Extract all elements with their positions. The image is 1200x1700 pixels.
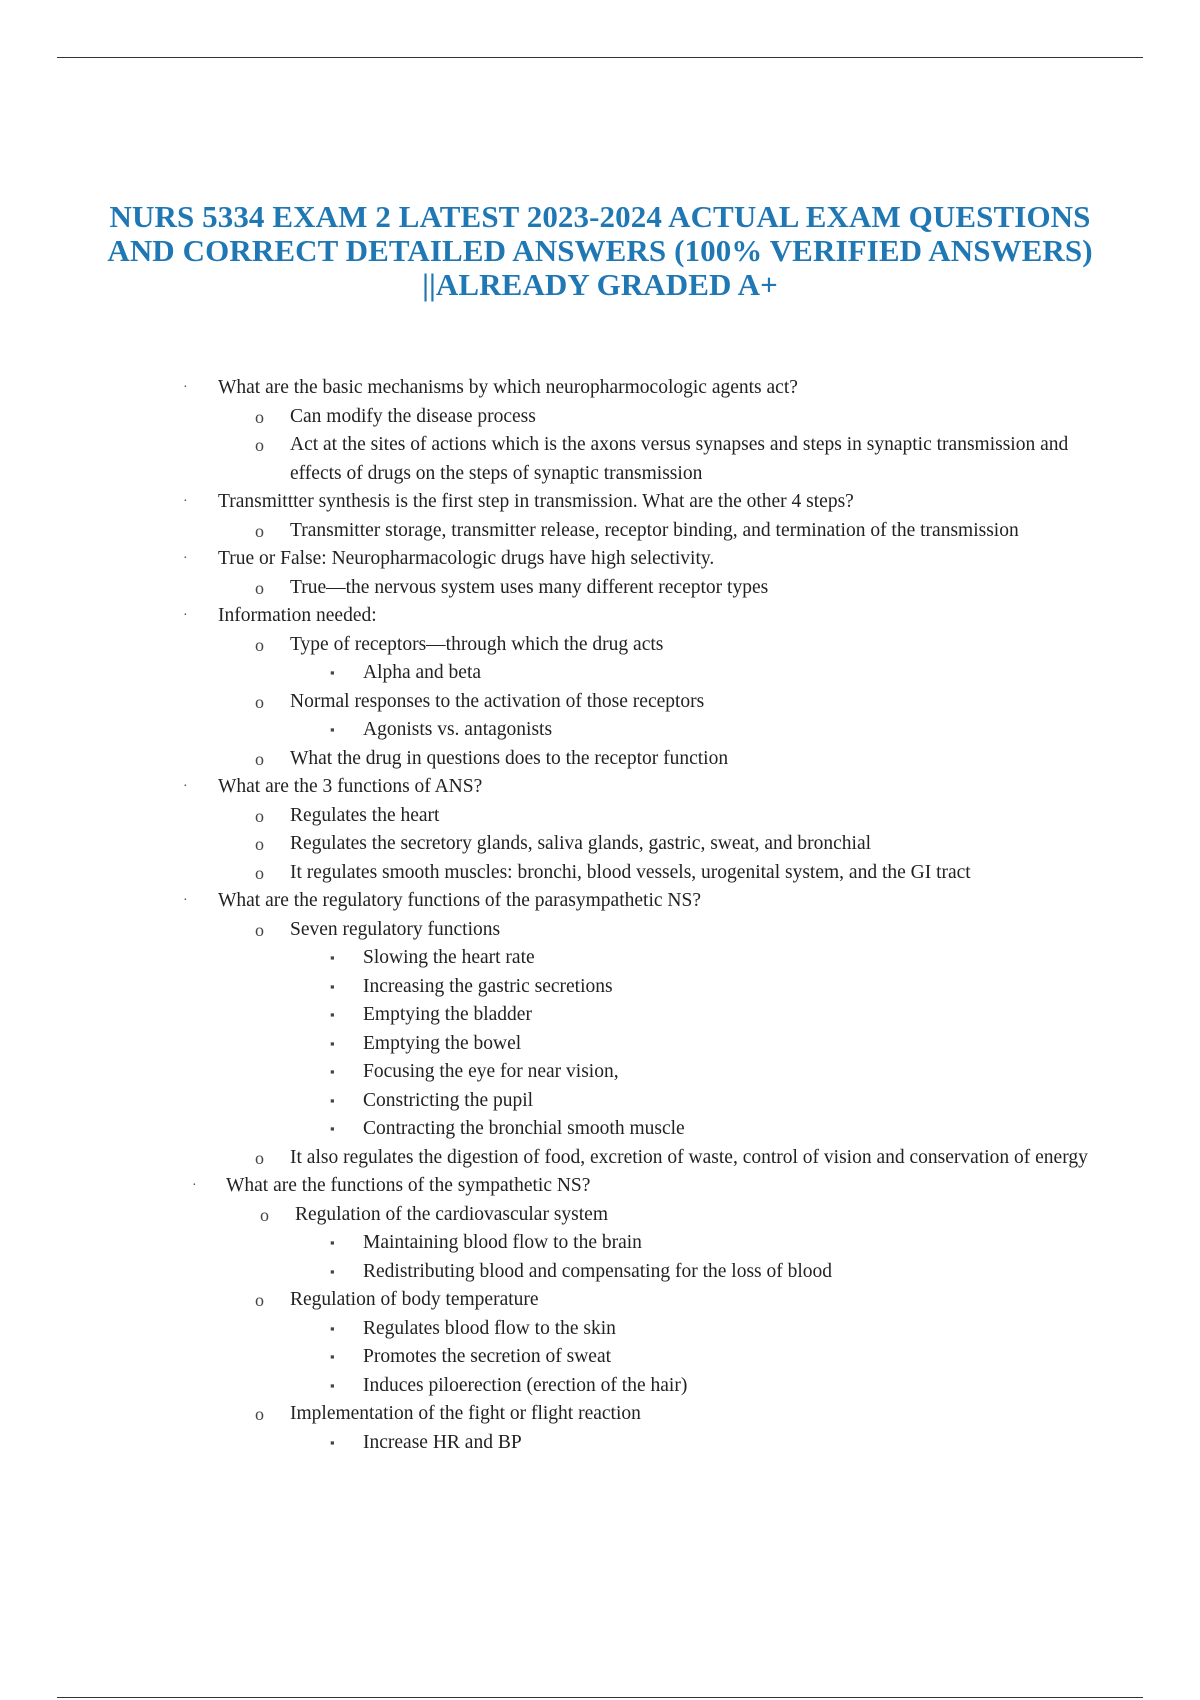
answer-item — [0, 1144, 1200, 1173]
item-text: What are the 3 functions of ANS? — [218, 776, 483, 797]
item-text: Contracting the bronchial smooth muscle — [363, 1118, 685, 1139]
answer-subitem — [0, 1087, 1200, 1116]
item-text: Regulates blood flow to the skin — [363, 1317, 616, 1339]
answer-subitem — [0, 944, 1200, 973]
item-text: Regulates the secretory glands, saliva glands, gastric, sweat, and bronchial — [290, 833, 872, 854]
item-text: Transmitter storage, transmitter release, receptor binding, and termination of the transmission — [290, 519, 1019, 541]
bullet-square-icon: ▪ — [330, 978, 335, 994]
bullet-dot-icon: · — [183, 893, 188, 908]
bullet-circle-icon: o — [255, 435, 264, 455]
question-item — [0, 1172, 1200, 1201]
answer-item — [0, 431, 1200, 488]
question-item — [0, 602, 1200, 631]
answer-subitem — [0, 659, 1200, 688]
bullet-square-icon: ▪ — [330, 1320, 335, 1336]
answer-item — [0, 859, 1200, 888]
item-text: Regulation of the cardiovascular system — [295, 1203, 608, 1225]
bullet-dot-icon: · — [183, 380, 188, 395]
item-text: Emptying the bowel — [363, 1032, 522, 1054]
answer-item — [0, 403, 1200, 432]
answer-subitem — [0, 1258, 1200, 1287]
bullet-square-icon: ▪ — [330, 1064, 335, 1079]
item-text: Type of receptors—through which the drug acts — [290, 633, 664, 655]
item-text: Constricting the pupil — [363, 1089, 534, 1111]
top-rule — [57, 57, 1143, 58]
item-text: Regulates the heart — [290, 804, 440, 826]
bullet-dot-icon: · — [183, 608, 188, 623]
bullet-square-icon: ▪ — [330, 1007, 335, 1022]
answer-subitem — [0, 1429, 1200, 1458]
item-text: Regulation of body temperature — [290, 1289, 539, 1310]
bullet-circle-icon: o — [255, 634, 264, 655]
item-text: It regulates smooth muscles: bronchi, blood vessels, urogenital system, and the GI tract — [290, 861, 971, 883]
bullet-square-icon: ▪ — [330, 1434, 335, 1450]
item-text: What are the basic mechanisms by which neuropharmocologic agents act? — [218, 377, 798, 398]
answer-subitem — [0, 1115, 1200, 1144]
bullet-circle-icon: o — [255, 406, 264, 427]
answer-item — [0, 802, 1200, 831]
item-text: Act at the sites of actions which is the axons versus synapses and steps in synaptic transmission and effects of drugs on the steps of synaptic transmission — [290, 434, 1069, 484]
bullet-square-icon: ▪ — [330, 722, 335, 737]
bullet-square-icon: ▪ — [330, 1121, 335, 1136]
item-text: It also regulates the digestion of food, excretion of waste, control of vision and conservation of energy — [290, 1146, 1088, 1168]
bullet-square-icon: ▪ — [330, 665, 335, 680]
item-text: True—the nervous system uses many different receptor types — [290, 576, 769, 598]
answer-item — [0, 574, 1200, 603]
item-text: Information needed: — [218, 605, 377, 626]
answer-item — [0, 1201, 1200, 1230]
item-text: True or False: Neuropharmacologic drugs have high selectivity. — [218, 548, 715, 569]
bullet-circle-icon: o — [255, 577, 264, 598]
answer-item — [0, 688, 1200, 717]
document-title: NURS 5334 EXAM 2 LATEST 2023-2024 ACTUAL EXAM QUESTIONS AND CORRECT DETAILED ANSWERS (100% VERIFIED ANSWERS) ||ALREADY GRADED A+ — [107, 199, 1093, 302]
item-text: Agonists vs. antagonists — [363, 719, 553, 740]
bullet-circle-icon: o — [255, 1404, 264, 1424]
bullet-circle-icon: o — [255, 919, 264, 940]
question-item — [0, 374, 1200, 403]
item-text: What are the regulatory functions of the parasympathetic NS? — [218, 890, 701, 911]
item-text: Promotes the secretion of sweat — [363, 1346, 612, 1367]
bullet-square-icon: ▪ — [330, 1349, 335, 1364]
answer-item — [0, 517, 1200, 546]
item-text: Transmittter synthesis is the first step in transmission. What are the other 4 steps? — [218, 491, 854, 512]
question-list — [0, 374, 1200, 1457]
answer-item — [0, 745, 1200, 774]
bullet-dot-icon: · — [183, 551, 188, 566]
answer-subitem — [0, 1058, 1200, 1087]
bullet-square-icon: ▪ — [330, 1035, 335, 1051]
question-item — [0, 887, 1200, 916]
item-text: Maintaining blood flow to the brain — [363, 1232, 642, 1253]
bullet-circle-icon: o — [255, 805, 264, 826]
answer-item — [0, 1286, 1200, 1315]
answer-subitem — [0, 1372, 1200, 1401]
answer-subitem — [0, 1001, 1200, 1030]
answer-item — [0, 916, 1200, 945]
item-text: What the drug in questions does to the receptor function — [290, 747, 729, 769]
bullet-dot-icon: · — [183, 494, 188, 509]
bullet-dot-icon: · — [192, 1178, 197, 1193]
answer-subitem — [0, 1315, 1200, 1344]
answer-subitem — [0, 1030, 1200, 1059]
item-text: Can modify the disease process — [290, 405, 536, 427]
bullet-circle-icon: o — [255, 520, 264, 541]
item-text: Increasing the gastric secretions — [363, 975, 613, 997]
answer-item — [0, 631, 1200, 660]
item-text: Seven regulatory functions — [290, 918, 501, 940]
bullet-dot-icon: · — [183, 779, 188, 794]
item-text: Slowing the heart rate — [363, 947, 535, 968]
item-text: Emptying the bladder — [363, 1004, 532, 1025]
question-item — [0, 773, 1200, 802]
answer-item — [0, 830, 1200, 859]
bottom-rule — [57, 1697, 1143, 1698]
item-text: Alpha and beta — [363, 662, 482, 683]
answer-subitem — [0, 973, 1200, 1002]
bullet-circle-icon: o — [255, 1290, 264, 1310]
answer-subitem — [0, 1343, 1200, 1372]
item-text: Implementation of the fight or flight reaction — [290, 1403, 641, 1424]
bullet-square-icon: ▪ — [330, 1092, 335, 1108]
bullet-square-icon: ▪ — [330, 1235, 335, 1250]
bullet-square-icon: ▪ — [330, 1263, 335, 1279]
answer-subitem — [0, 1229, 1200, 1258]
question-item — [0, 488, 1200, 517]
bullet-square-icon: ▪ — [330, 950, 335, 965]
bullet-circle-icon: o — [260, 1204, 269, 1225]
bullet-circle-icon: o — [255, 748, 264, 769]
bullet-circle-icon: o — [255, 1147, 264, 1168]
item-text: Increase HR and BP — [363, 1431, 522, 1453]
bullet-circle-icon: o — [255, 834, 264, 854]
item-text: Induces piloerection (erection of the hair) — [363, 1374, 688, 1396]
bullet-square-icon: ▪ — [330, 1377, 335, 1393]
answer-item — [0, 1400, 1200, 1429]
question-item — [0, 545, 1200, 574]
item-text: Normal responses to the activation of those receptors — [290, 690, 705, 712]
answer-subitem — [0, 716, 1200, 745]
item-text: Redistributing blood and compensating for the loss of blood — [363, 1260, 833, 1282]
item-text: What are the functions of the sympathetic NS? — [226, 1175, 591, 1196]
bullet-circle-icon: o — [255, 691, 264, 712]
bullet-circle-icon: o — [255, 862, 264, 883]
item-text: Focusing the eye for near vision, — [363, 1061, 619, 1082]
